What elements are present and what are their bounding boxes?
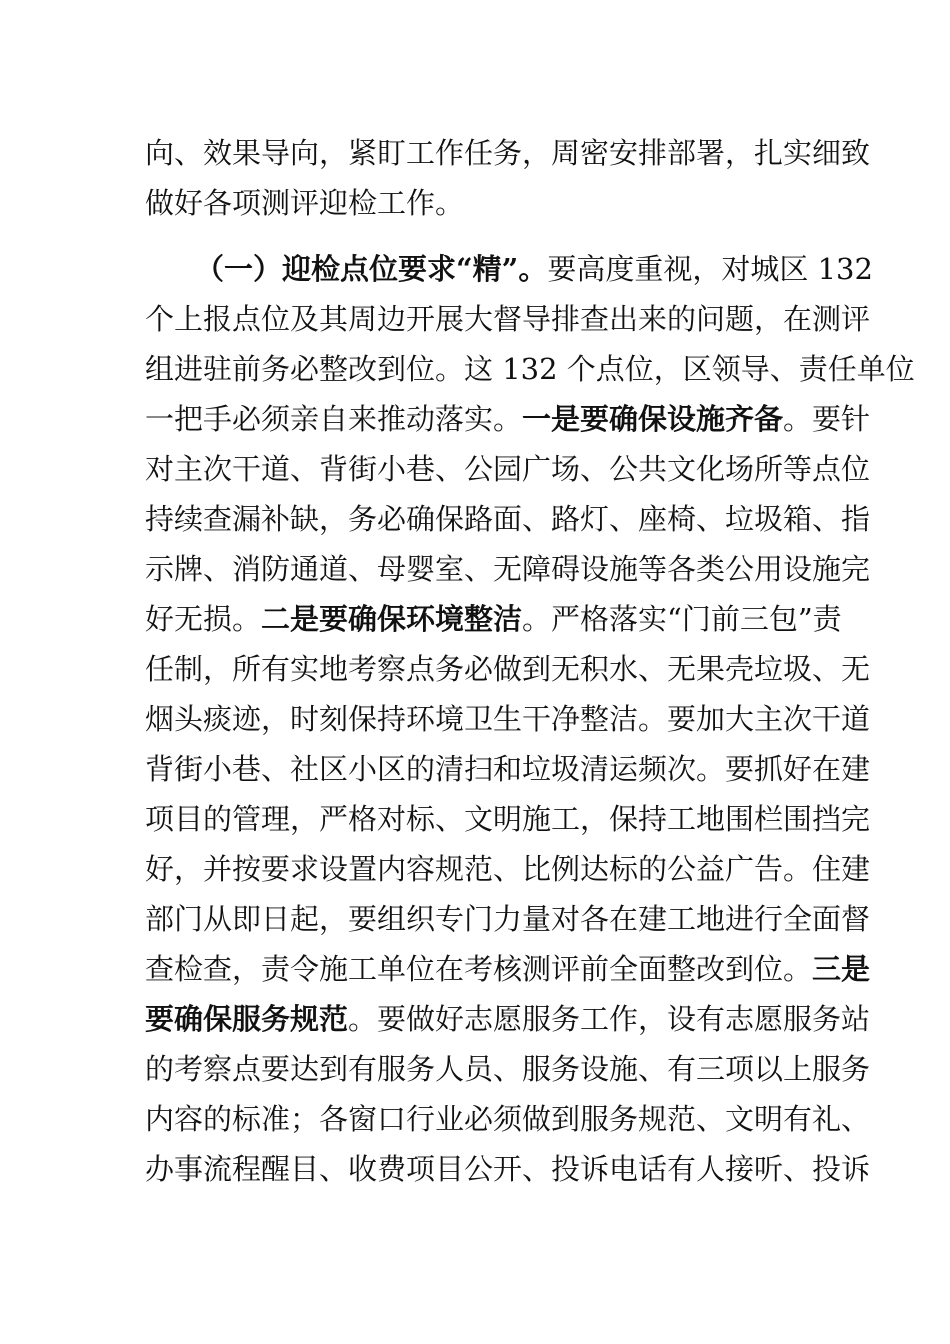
text-segment: 项目的管理，严格对标、文明施工，保持工地围栏围挡完 bbox=[145, 802, 871, 836]
text-segment: 向、效果导向，紧盯工作任务，周密安排部署，扎实细致 bbox=[145, 136, 871, 170]
text-segment: 组进驻前务必整改到位。这 132 个点位，区领导、责任单位 bbox=[145, 352, 915, 386]
text-line bbox=[195, 251, 873, 287]
text-segment: 查检查，责令施工单位在考核测评前全面整改到位。 bbox=[145, 952, 813, 986]
text-segment: 。要做好志愿服务工作，设有志愿服务站 bbox=[348, 1002, 871, 1036]
text-line bbox=[145, 351, 915, 387]
text-segment: 好无损。 bbox=[145, 602, 262, 636]
text-line bbox=[145, 901, 871, 937]
text-line bbox=[145, 135, 871, 171]
text-segment: 烟头痰迹，时刻保持环境卫生干净整洁。要加大主次干道 bbox=[145, 702, 871, 736]
text-segment: 持续查漏补缺，务必确保路面、路灯、座椅、垃圾箱、指 bbox=[145, 502, 871, 536]
text-segment: 。要针 bbox=[783, 402, 871, 436]
text-line bbox=[145, 951, 871, 987]
text-line bbox=[145, 1051, 871, 1087]
text-segment: 要高度重视，对城区 132 bbox=[547, 252, 873, 286]
text-segment: 。严格落实“门前三包”责 bbox=[522, 602, 842, 636]
text-segment: 好，并按要求设置内容规范、比例达标的公益广告。住建 bbox=[145, 852, 871, 886]
text-segment: 办事流程醒目、收费项目公开、投诉电话有人接听、投诉 bbox=[145, 1152, 871, 1186]
text-line bbox=[145, 1001, 871, 1037]
bold-text-segment: 要确保服务规范 bbox=[145, 1002, 349, 1036]
text-line bbox=[145, 701, 871, 737]
text-line bbox=[145, 751, 871, 787]
text-line bbox=[145, 851, 871, 887]
text-line bbox=[145, 301, 871, 337]
text-segment: 个上报点位及其周边开展大督导排查出来的问题，在测评 bbox=[145, 302, 871, 336]
text-segment: 部门从即日起，要组织专门力量对各在建工地进行全面督 bbox=[145, 902, 871, 936]
text-line bbox=[145, 451, 871, 487]
text-segment: 内容的标准；各窗口行业必须做到服务规范、文明有礼、 bbox=[145, 1102, 871, 1136]
bold-text-segment: 一是要确保设施齐备 bbox=[522, 402, 784, 436]
text-segment: 示牌、消防通道、母婴室、无障碍设施等各类公用设施完 bbox=[145, 552, 871, 586]
bold-text-segment: 二是要确保环境整洁 bbox=[261, 602, 523, 636]
text-segment: 做好各项测评迎检工作。 bbox=[145, 186, 465, 220]
text-segment: 任制，所有实地考察点务必做到无积水、无果壳垃圾、无 bbox=[145, 652, 871, 686]
text-line bbox=[145, 1101, 871, 1137]
text-line bbox=[145, 401, 871, 437]
text-line bbox=[145, 551, 871, 587]
text-line bbox=[145, 801, 871, 837]
bold-text-segment: 三是 bbox=[812, 952, 871, 986]
text-line bbox=[145, 601, 842, 637]
text-line bbox=[145, 1151, 871, 1187]
text-segment: 背街小巷、社区小区的清扫和垃圾清运频次。要抓好在建 bbox=[145, 752, 871, 786]
bold-text-segment: （一）迎检点位要求“精”。 bbox=[195, 252, 548, 286]
text-line bbox=[145, 651, 871, 687]
text-line bbox=[145, 501, 871, 537]
text-segment: 一把手必须亲自来推动落实。 bbox=[145, 402, 523, 436]
text-segment: 的考察点要达到有服务人员、服务设施、有三项以上服务 bbox=[145, 1052, 871, 1086]
text-segment: 对主次干道、背街小巷、公园广场、公共文化场所等点位 bbox=[145, 452, 871, 486]
text-line bbox=[145, 185, 464, 221]
